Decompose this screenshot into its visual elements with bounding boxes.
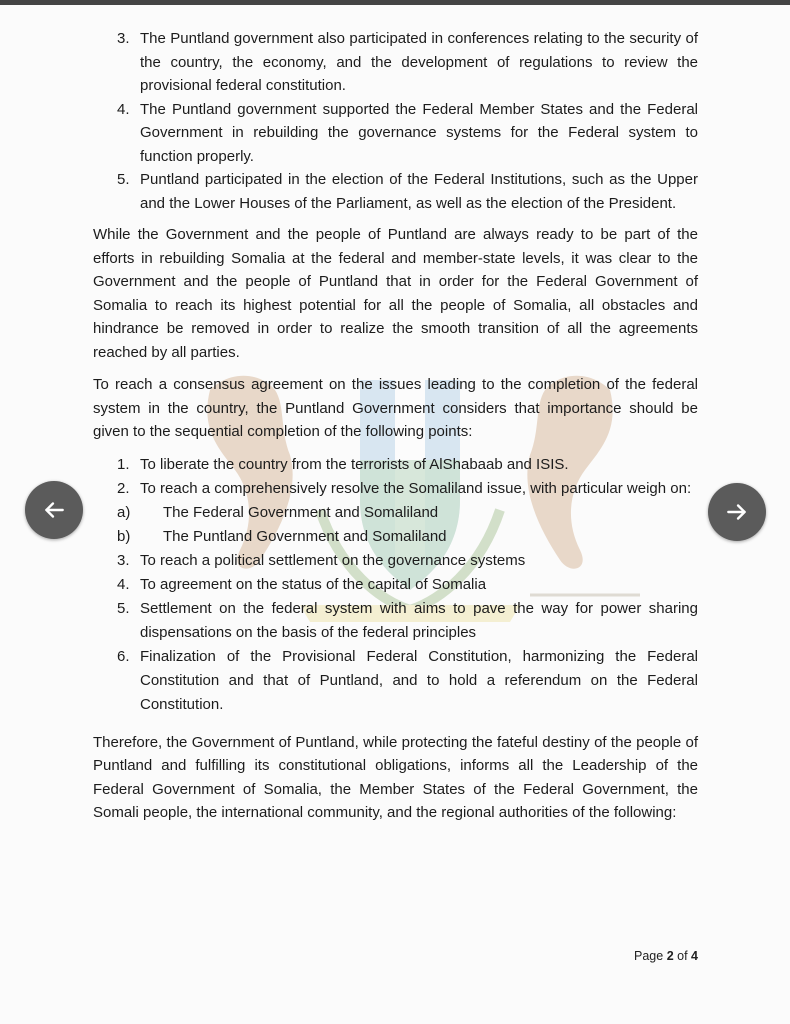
list-item-text: Puntland participated in the election of the Federal Institutions, such as the Upper and the Lower Houses of the Parliament, as well as the election of the President. [140, 171, 698, 212]
list-item-text: The Puntland government also participated in conferences relating to the security of the country, the economy, and the development of regulations to review the provisional federal constitution. [140, 30, 698, 94]
list-item-number: 5. [117, 171, 130, 188]
document-page [0, 5, 790, 1024]
list-item-text: To reach a comprehensively resolve the Somaliland issue, with particular weigh on: [140, 479, 692, 497]
list-item [93, 168, 698, 215]
numbered-list-contributions [93, 27, 698, 215]
sub-list-item-letter: a) [117, 503, 131, 521]
list-item [93, 573, 698, 597]
list-item-number: 3. [117, 30, 130, 47]
list-item-number: 4. [117, 100, 130, 118]
paragraph-consensus: To reach a consensus agreement on the issues leading to the completion of the federal system in the country, the Puntland Government considers that importance should be given to the sequential completion of the following points: [93, 376, 698, 440]
list-item-number: 1. [117, 455, 130, 473]
arrow-right-icon [724, 499, 750, 525]
paragraph-readiness: While the Government and the people of Puntland are always ready to be part of the efforts in rebuilding Somalia at the federal and member-state levels, it was clear to the Government and the people of Puntland that in order for the Federal Government of Somalia to reach its highest potential for all the people of Somalia, all obstacles and hindrance be removed in order to realize the smooth transition of all the agreements reached by all parties. [93, 226, 698, 361]
list-item-text: Settlement on the federal system with aims to pave the way for power sharing dispensations on the basis of the federal principles [140, 599, 698, 641]
list-item [93, 453, 698, 477]
list-item-text: To reach a political settlement on the governance systems [140, 551, 526, 569]
list-item [93, 645, 698, 717]
list-item-text: To liberate the country from the terrorists of AlShabaab and ISIS. [140, 455, 569, 473]
sub-list-item [93, 525, 698, 549]
sub-list-item-text: The Federal Government and Somaliland [163, 503, 439, 521]
next-page-button[interactable] [708, 483, 766, 541]
list-item [93, 27, 698, 98]
list-item [93, 597, 698, 645]
sub-list-item-letter: b) [117, 527, 131, 545]
of-label: of [677, 949, 688, 963]
list-item [93, 549, 698, 573]
list-item-text: Finalization of the Provisional Federal Constitution, harmonizing the Federal Constitution and that of Puntland, and to hold a referendum on the Federal Constitution. [140, 647, 698, 713]
page-number-footer [634, 949, 698, 963]
page-label: Page [634, 949, 664, 963]
total-pages-number: 4 [691, 949, 698, 963]
list-item-number: 6. [117, 647, 130, 665]
list-item-number: 2. [117, 479, 130, 497]
list-item [93, 98, 698, 169]
list-item-number: 5. [117, 599, 130, 617]
list-item-text: The Puntland government supported the Federal Member States and the Federal Government in rebuilding the governance systems for the Federal system to function properly. [140, 100, 698, 165]
current-page-number: 2 [666, 949, 674, 963]
sub-list-item [93, 501, 698, 525]
list-item-text: To agreement on the status of the capital of Somalia [140, 575, 487, 593]
list-item-number: 4. [117, 575, 130, 593]
paragraph-therefore: Therefore, the Government of Puntland, while protecting the fateful destiny of the people of Puntland and fulfilling its constitutional obligations, informs all the Leadership of the Federal Government of Somalia, the Member States of the Federal Government, the Somali people, the international community, and the regional authorities of the following: [93, 733, 698, 821]
arrow-left-icon [41, 497, 67, 523]
sub-list-item-text: The Puntland Government and Somaliland [163, 527, 447, 545]
previous-page-button[interactable] [25, 481, 83, 539]
list-item [93, 477, 698, 501]
numbered-list-points [93, 453, 698, 717]
document-body [93, 27, 698, 834]
list-item-number: 3. [117, 551, 130, 569]
